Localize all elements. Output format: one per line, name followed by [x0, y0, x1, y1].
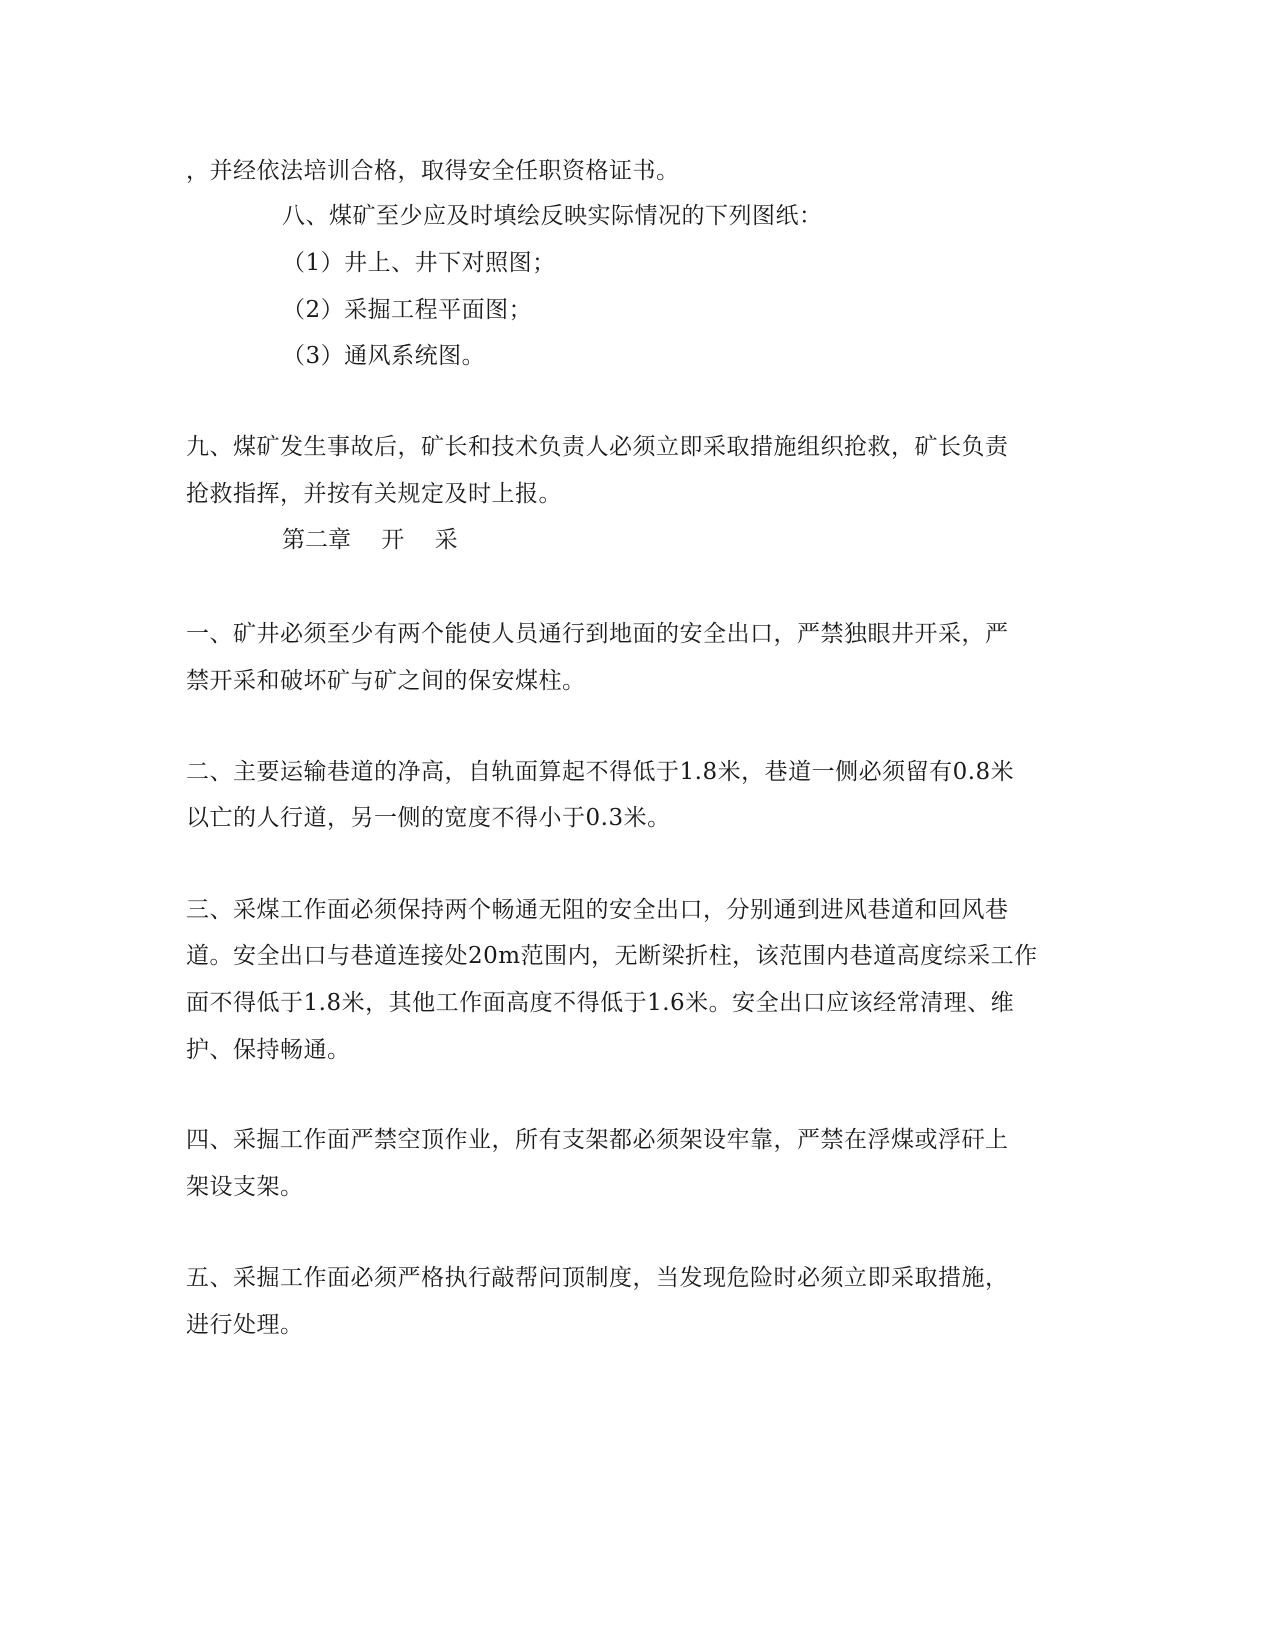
- drawing-list-item-2: （2）采掘工程平面图；: [282, 297, 533, 323]
- section-2-line-2: 以亡的人行道，另一侧的宽度不得小于0.3米。: [186, 805, 671, 831]
- drawing-list-item-3: （3）通风系统图。: [282, 343, 486, 369]
- section-5-line-1: 五、采掘工作面必须严格执行敲帮问顶制度，当发现危险时必须立即采取措施，: [186, 1265, 1009, 1291]
- paragraph-9-line-2: 抢救指挥，并按有关规定及时上报。: [186, 481, 562, 507]
- section-1-line-1: 一、矿井必须至少有两个能使人员通行到地面的安全出口，严禁独眼井开采，严: [186, 621, 1009, 647]
- section-3-line-1: 三、采煤工作面必须保持两个畅通无阻的安全出口，分别通到进风巷道和回风巷: [186, 897, 1009, 923]
- paragraph-7-continuation: ，并经依法培训合格，取得安全任职资格证书。: [186, 158, 680, 184]
- paragraph-8-heading: 八、煤矿至少应及时填绘反映实际情况的下列图纸：: [282, 203, 823, 229]
- section-3-line-3: 面不得低于1.8米，其他工作面高度不得低于1.6米。安全出口应该经常清理、维: [186, 990, 1015, 1016]
- section-1-line-2: 禁开采和破坏矿与矿之间的保安煤柱。: [186, 668, 586, 694]
- paragraph-9-line-1: 九、煤矿发生事故后，矿长和技术负责人必须立即采取措施组织抢救，矿长负责: [186, 434, 1009, 460]
- section-4-line-1: 四、采掘工作面严禁空顶作业，所有支架都必须架设牢靠，严禁在浮煤或浮矸上: [186, 1127, 1009, 1153]
- section-5-line-2: 进行处理。: [186, 1312, 304, 1338]
- section-3-line-4: 护、保持畅通。: [186, 1037, 351, 1063]
- chapter-2-title: 第二章 开 采: [282, 527, 458, 553]
- drawing-list-item-1: （1）井上、井下对照图；: [282, 250, 556, 276]
- section-3-line-2: 道。安全出口与巷道连接处20m范围内，无断梁折柱，该范围内巷道高度综采工作: [186, 943, 1038, 969]
- section-2-line-1: 二、主要运输巷道的净高，自轨面算起不得低于1.8米，巷道一侧必须留有0.8米: [186, 759, 1015, 785]
- section-4-line-2: 架设支架。: [186, 1174, 304, 1200]
